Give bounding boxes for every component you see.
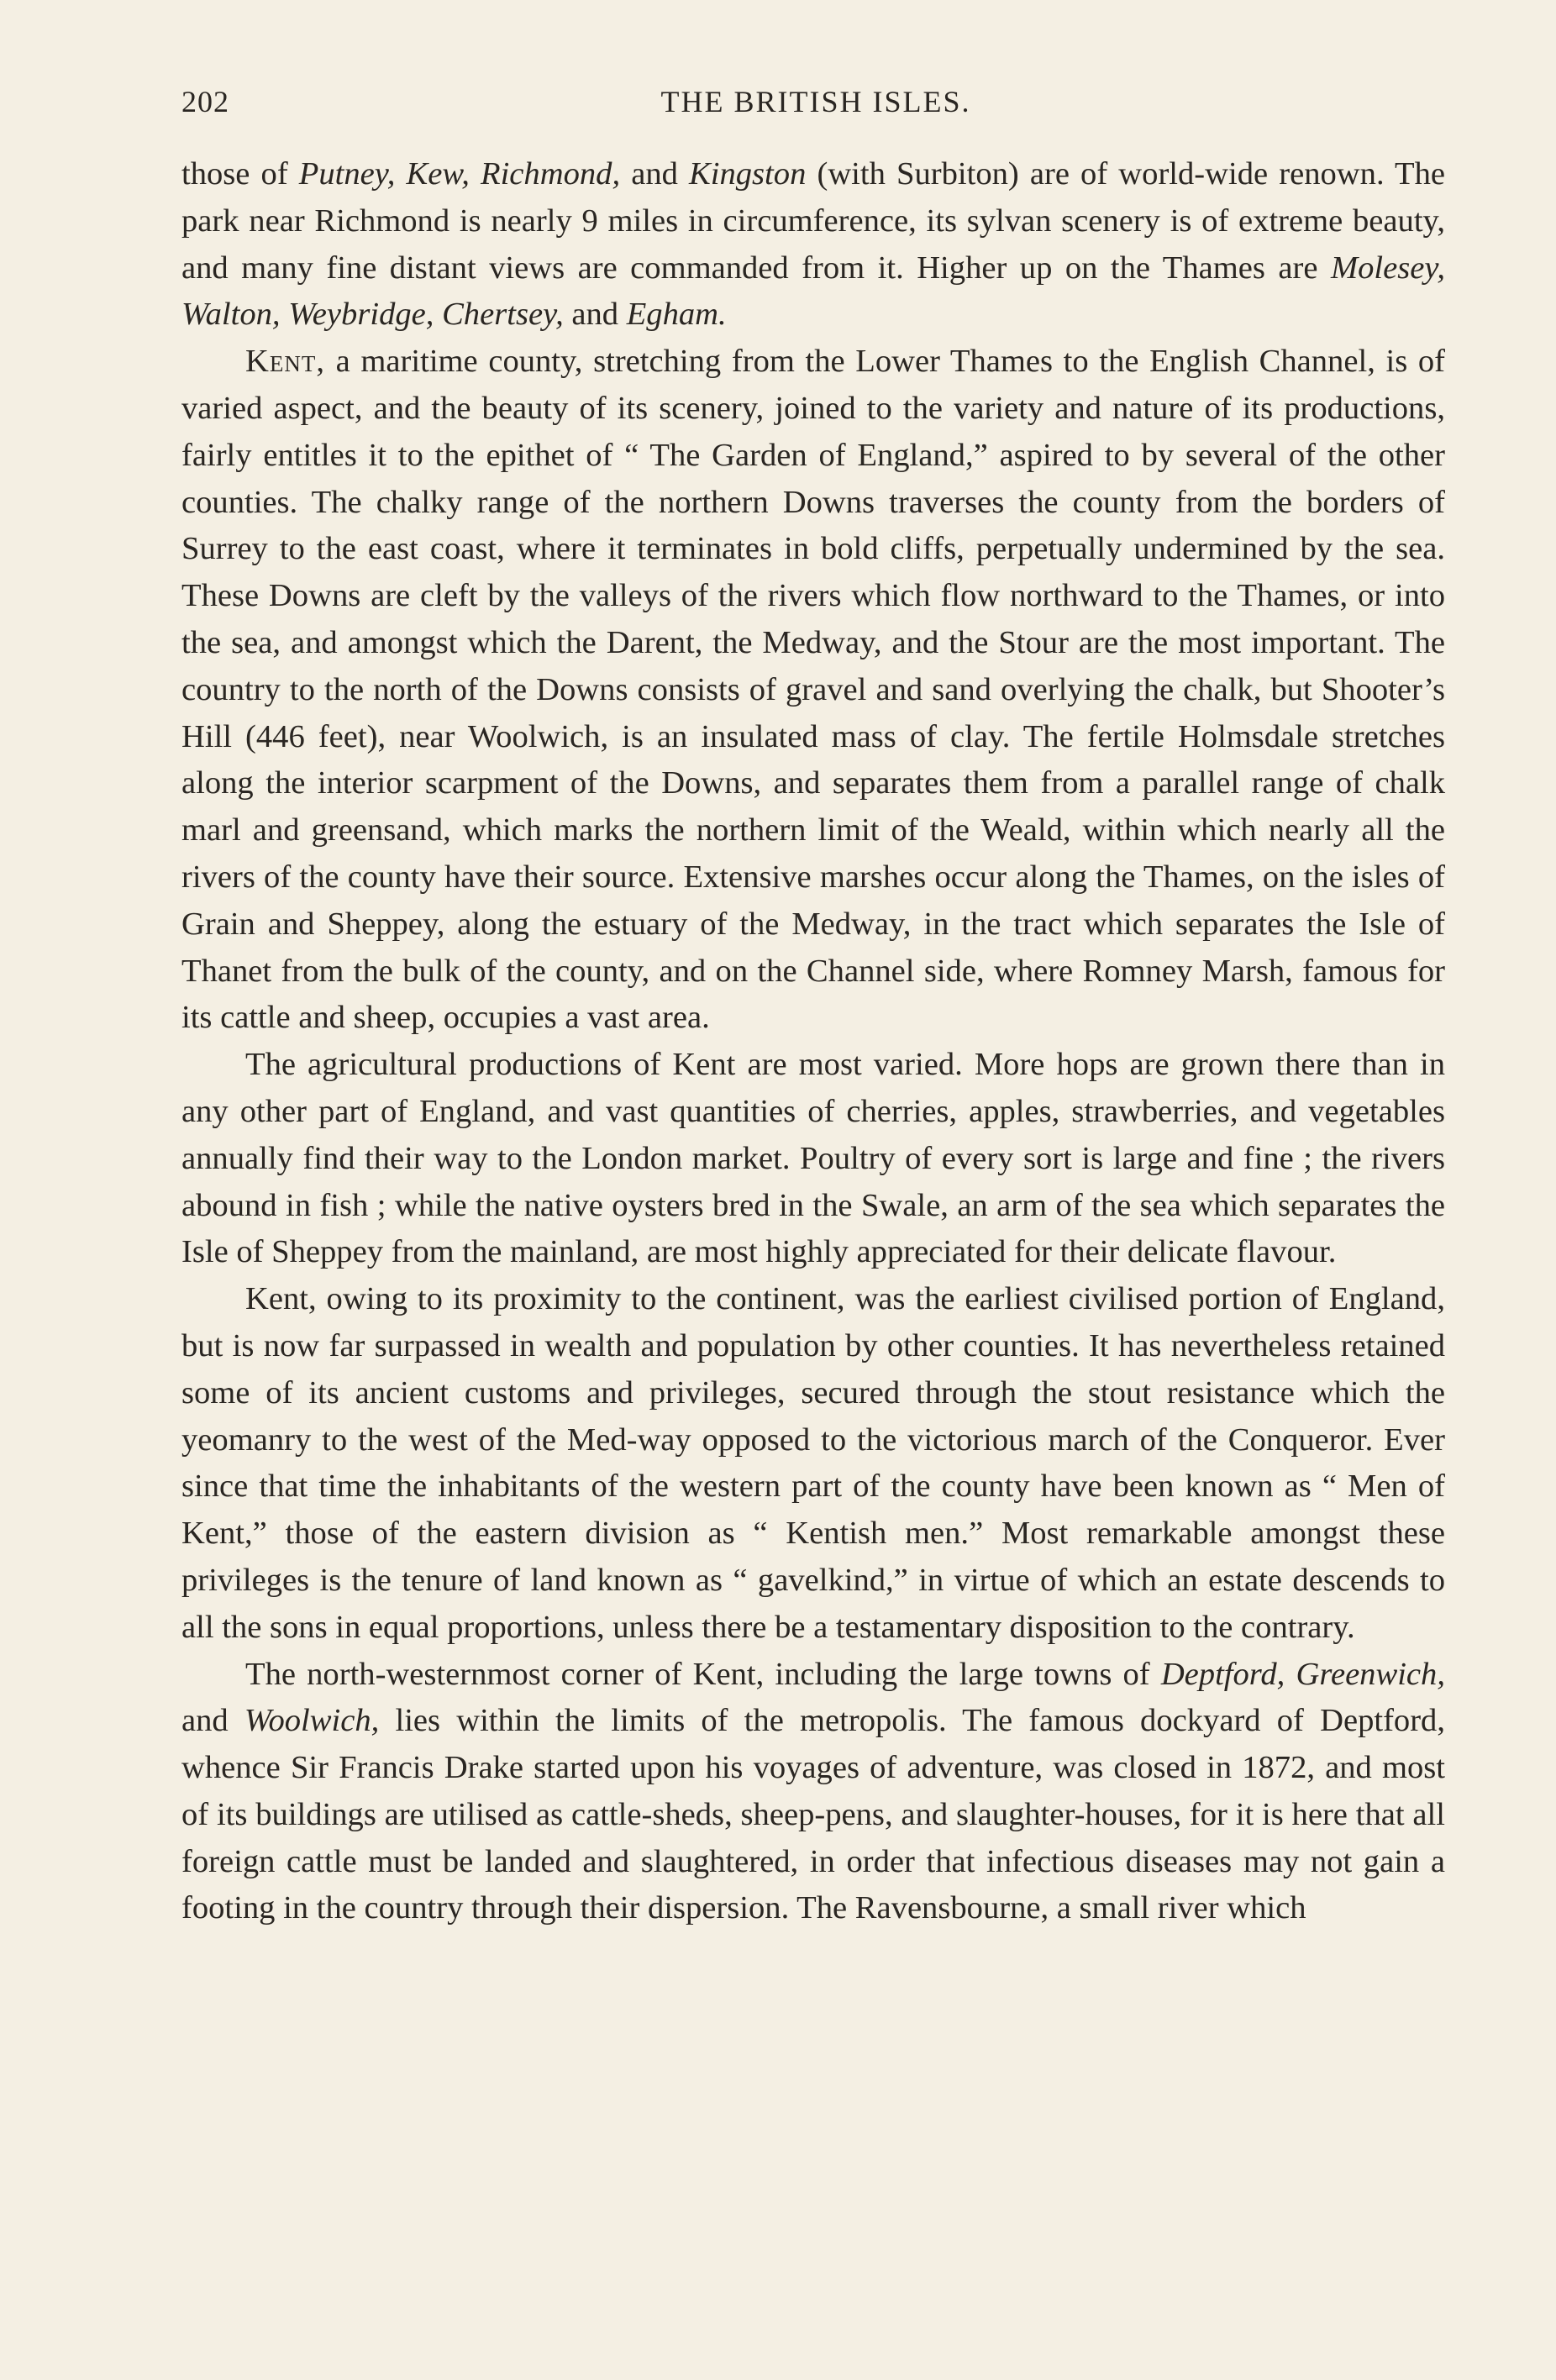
- place-name: Kingston: [689, 156, 807, 192]
- place-name: Putney,: [298, 156, 396, 192]
- body-text: [181, 151, 1445, 1932]
- paragraph-4: Kent, owing to its proximity to the continent, was the earliest civilised portion of England, but is now far surpassed in wealth and population by other counties. It has nevertheless retained some of its ancient customs and privileges, secured through the stout resistance which the yeomanry to the west of the Med-way opposed to the victorious march of the Conqueror. Ever since that time the inhabitants of the western part of the county have been known as “ Men of Kent,” those of the eastern division as “ Kentish men.” Most remarkable amongst these privileges is the tenure of land known as “ gavelkind,” in virtue of which an estate descends to all the sons in equal proportions, unless there be a testamentary disposition to the contrary.: [181, 1281, 1445, 1645]
- place-name: Kew,: [406, 156, 470, 192]
- running-title: THE BRITISH ISLES.: [660, 85, 971, 118]
- page-number: 202: [181, 85, 229, 118]
- place-name: Deptford,: [1160, 1656, 1285, 1692]
- section-lead-word: Kent,: [245, 344, 325, 380]
- paragraph-5: The north-westernmost corner of Kent, including the large towns of Deptford, Greenwich, and Woolwich, lies within the limits of the metropolis. The famous dockyard of Deptford, whence Sir Francis Drake started upon his voyages of adventure, was closed in 1872, and most of its buildings are utilised as cattle-sheds, sheep-pens, and slaughter-houses, for it is here that all foreign cattle must be landed and slaughtered, in order that infectious diseases may not gain a footing in the country through their dispersion. The Ravensbourne, a small river which: [181, 1656, 1445, 1926]
- place-name: Woolwich,: [244, 1703, 380, 1739]
- paragraph-3: The agricultural productions of Kent are most varied. More hops are grown there than in any other part of England, and vast quantities of cherries, apples, strawberries, and vegetables annually find their way to the London market. Poultry of every sort is large and fine ; the rivers abound in fish ; while the native oysters bred in the Swale, an arm of the sea which separates the Isle of Sheppey from the mainland, are most highly appreciated for their delicate flavour.: [181, 1047, 1445, 1270]
- place-name: Egham.: [626, 297, 727, 333]
- page-header: [181, 84, 1450, 134]
- place-name: Greenwich,: [1296, 1656, 1445, 1692]
- paragraph-1: those of Putney, Kew, Richmond, and Kingston (with Surbiton) are of world-wide renown. The park near Richmond is nearly 9 miles in circumference, its sylvan scenery is of extreme beauty, and many fine distant views are commanded from it. Higher up on the Thames are Molesey, Walton, Weybridge, Chertsey, and Egham.: [181, 156, 1445, 333]
- place-name: Chertsey,: [442, 297, 564, 333]
- place-name: Weybridge,: [288, 297, 434, 333]
- place-name: Molesey,: [1330, 250, 1445, 286]
- place-name: Walton,: [181, 297, 281, 333]
- paragraph-2: Kent, a maritime county, stretching from the Lower Thames to the English Channel, is of varied aspect, and the beauty of its scenery, joined to the variety and nature of its productions, fairly entitles it to the epithet of “ The Garden of England,” aspired to by several of the other counties. The chalky range of the northern Downs traverses the county from the borders of Surrey to the east coast, where it terminates in bold cliffs, perpetually undermined by the sea. These Downs are cleft by the valleys of the rivers which flow northward to the Thames, or into the sea, and amongst which the Darent, the Medway, and the Stour are the most important. The country to the north of the Downs consists of gravel and sand overlying the chalk, but Shooter’s Hill (446 feet), near Woolwich, is an insulated mass of clay. The fertile Holmsdale stretches along the interior scarpment of the Downs, and separates them from a parallel range of chalk marl and greensand, which marks the northern limit of the Weald, within which nearly all the rivers of the county have their source. Extensive marshes occur along the Thames, on the isles of Grain and Sheppey, along the estuary of the Medway, in the tract which separates the Isle of Thanet from the bulk of the county, and on the Channel side, where Romney Marsh, famous for its cattle and sheep, occupies a vast area.: [181, 344, 1445, 1036]
- place-name: Richmond,: [481, 156, 621, 192]
